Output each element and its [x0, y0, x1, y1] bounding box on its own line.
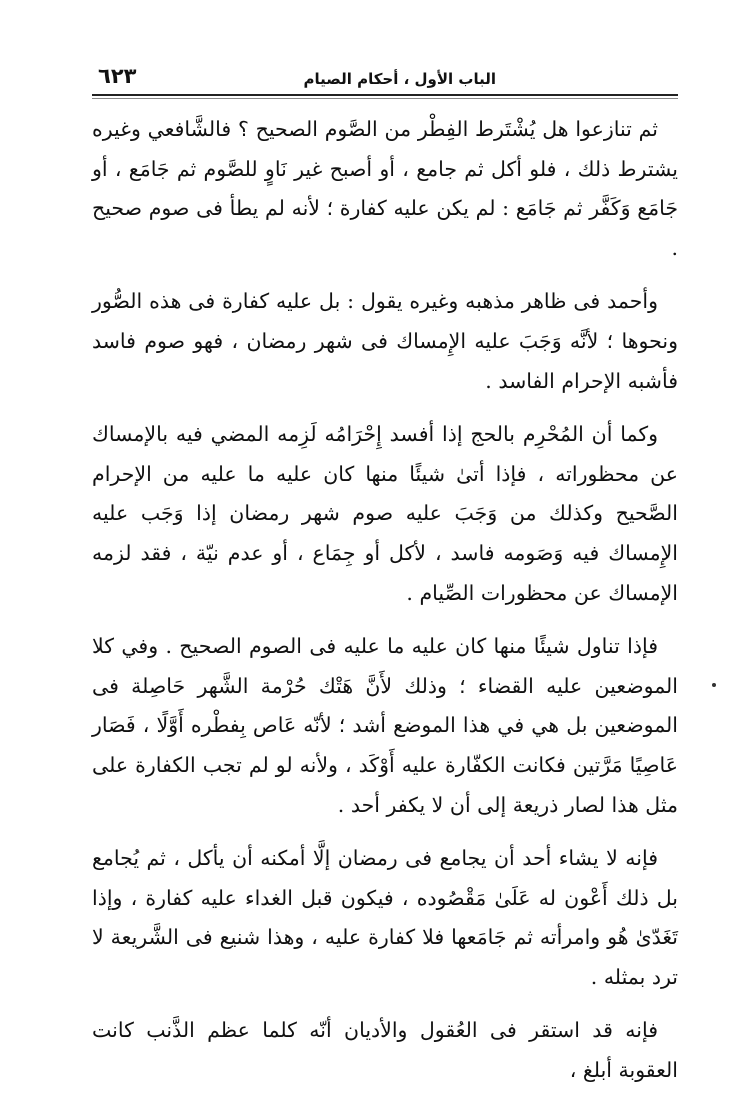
header-rule [92, 94, 678, 96]
margin-dot [712, 683, 716, 687]
paragraph-6: فإنه قد استقر فى العُقول والأديان أنّه كلما عظم الذَّنب كانت العقوبة أبلغ ، [92, 1018, 678, 1083]
paragraph-3: وكما أن المُحْرِم بالحج إذا أفسد إِحْرَامُه لَزِمه المضي فيه بالإمساك عن محظوراته ، فإذا أتىٰ شيئًا منها كان عليه ما عليه من الإحرام الصَّحيح وكذلك من وَجَبَ عليه صوم شهر رمضان إذا وَجَب عليه الإِمساك فيه وَصَومه فاسد ، لأكل أو جِمَاع ، أو عدم نيّة ، فقد لزمه الإمساك عن محظورات الصِّيام . [92, 422, 678, 605]
paragraph-4: فإذا تناول شيئًا منها كان عليه ما عليه فى الصوم الصحيح . وفي كلا الموضعين عليه القضاء ؛ وذلك لأَنَّ هَتْك حُرْمة الشَّهر حَاصِلة فى الموضعين بل هي في هذا الموضع أشد ؛ لأنّه عَاص بِفطْره أَوَّلًا ، فَصَار عَاصِيًا مَرَّتين فكانت الكفّارة عليه أَوْكَد ، ولأنه لو لم تجب الكفارة على مثل هذا لصار ذريعة إلى أن لا يكفر أحد . [92, 634, 678, 817]
paragraph-1: ثم تنازعوا هل يُشْتَرط الفِطْر من الصَّوم الصحيح ؟ فالشَّافعي وغيره يشترط ذلك ، فلو أكل ثم جامع ، أو أصبح غير نَاوٍ للصَّوم ثم جَامَع ، أو جَامَع وَكَفَّر ثم جَامَع : لم يكن عليه كفارة ؛ لأنه لم يطأ فى صوم صحيح . [92, 117, 678, 260]
body-text [92, 110, 678, 1105]
running-title: الباب الأول ، أحكام الصيام [303, 70, 496, 88]
paragraph-2: وأحمد فى ظاهر مذهبه وغيره يقول : بل عليه كفارة فى هذه الصُّور ونحوها ؛ لأنَّه وَجَبَ عليه الإِمساك فى شهر رمضان ، فهو صوم فاسد فأشبه الإحرام الفاسد . [92, 289, 678, 393]
header-rule-thin [92, 98, 678, 99]
page-number: ٦٢٣ [98, 64, 137, 88]
paragraph-5: فإنه لا يشاء أحد أن يجامع فى رمضان إلَّا أمكنه أن يأكل ، ثم يُجامع بل ذلك أَعْون له عَلَىٰ مَقْصُوده ، فيكون قبل الغداء عليه كفارة ، وإذا تَغَدّىٰ هُو وامرأته ثم جَامَعها فلا كفارة عليه ، وهذا شنيع فى الشَّريعة لا ترد بمثله . [92, 846, 678, 989]
page-header [92, 62, 678, 94]
